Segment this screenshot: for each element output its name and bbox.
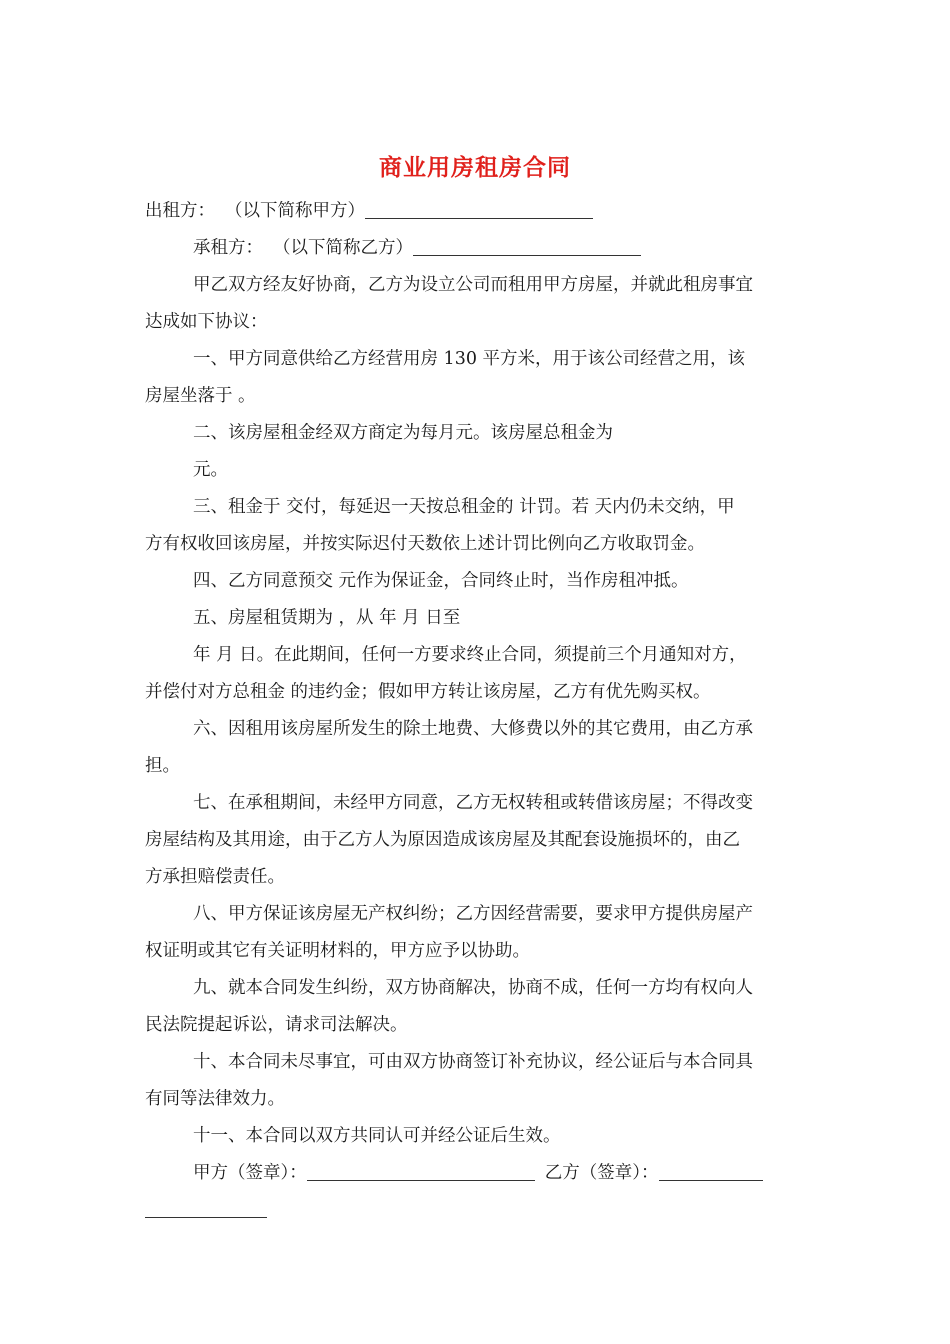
- clause-6-line-1: 六、因租用该房屋所发生的除土地费、大修费以外的其它费用，由乙方承: [193, 719, 753, 739]
- signature-party-a-blank: [307, 1179, 535, 1181]
- lessee-line: [145, 230, 810, 267]
- signature-party-b-label: 乙方（签章）：: [544, 1163, 659, 1183]
- clause-10-line-1: 十、本合同未尽事宜，可由双方协商签订补充协议，经公证后与本合同具: [193, 1052, 753, 1072]
- clause-8-line-1: 八、甲方保证该房屋无产权纠纷；乙方因经营需要，要求甲方提供房屋产: [193, 904, 753, 924]
- clause-10-line-2: 有同等法律效力。: [145, 1089, 285, 1109]
- lessee-blank: [413, 254, 641, 256]
- clause-2-line-1: 二、该房屋租金经双方商定为每月元。该房屋总租金为: [193, 423, 613, 443]
- clause-5-line-3: 并偿付对方总租金 的违约金；假如甲方转让该房屋，乙方有优先购买权。: [145, 682, 711, 702]
- clause-11-line-1: 十一、本合同以双方共同认可并经公证后生效。: [193, 1126, 561, 1146]
- intro-line-1: 甲乙双方经友好协商，乙方为设立公司而租用甲方房屋，并就此租房事宜: [193, 275, 753, 295]
- signature-party-b-blank-continued: [145, 1216, 267, 1218]
- clause-9-line-2: 民法院提起诉讼，请求司法解决。: [145, 1015, 408, 1035]
- lessor-blank: [365, 217, 593, 219]
- clause-7-line-1: 七、在承租期间，未经甲方同意，乙方无权转租或转借该房屋；不得改变: [193, 793, 753, 813]
- signature-continuation-line: [145, 1192, 810, 1229]
- clause-5-line-2: 年 月 日。在此期间，任何一方要求终止合同，须提前三个月通知对方，: [193, 645, 747, 665]
- clause-8-line-2: 权证明或其它有关证明材料的，甲方应予以协助。: [145, 941, 530, 961]
- lessee-label: 承租方：: [193, 238, 263, 258]
- clause-1-line-1: 一、甲方同意供给乙方经营用房 130 平方米，用于该公司经营之用，该: [193, 349, 746, 369]
- clause-4-line-1: 四、乙方同意预交 元作为保证金，合同终止时，当作房租冲抵。: [193, 571, 689, 591]
- document-title: 商业用房租房合同: [379, 154, 571, 181]
- clause-2-line-2: 元。: [193, 460, 228, 480]
- clause-5-line-1: 五、房屋租赁期为 ，从 年 月 日至: [193, 608, 461, 628]
- document-body: [145, 193, 810, 1229]
- signature-party-a-label: 甲方（签章）：: [193, 1163, 307, 1183]
- lessor-line: [145, 193, 810, 230]
- clause-1-line-2: 房屋坐落于 。: [145, 386, 256, 406]
- clause-6-line-2: 担。: [145, 756, 180, 776]
- clause-7-line-2: 房屋结构及其用途，由于乙方人为原因造成该房屋及其配套设施损坏的，由乙: [145, 830, 740, 850]
- signature-party-b-blank: [659, 1179, 763, 1181]
- signature-line: [145, 1155, 810, 1192]
- lessee-note: （以下简称乙方）: [273, 238, 413, 258]
- clause-7-line-3: 方承担赔偿责任。: [145, 867, 285, 887]
- lessor-note: （以下简称甲方）: [225, 201, 365, 221]
- clause-3-line-2: 方有权收回该房屋，并按实际迟付天数依上述计罚比例向乙方收取罚金。: [145, 534, 705, 554]
- intro-line-2: 达成如下协议：: [145, 312, 268, 332]
- clause-3-line-1: 三、租金于 交付，每延迟一天按总租金的 计罚。若 天内仍未交纳，甲: [193, 497, 735, 517]
- clause-9-line-1: 九、就本合同发生纠纷，双方协商解决，协商不成，任何一方均有权向人: [193, 978, 753, 998]
- lessor-label: 出租方：: [145, 201, 215, 221]
